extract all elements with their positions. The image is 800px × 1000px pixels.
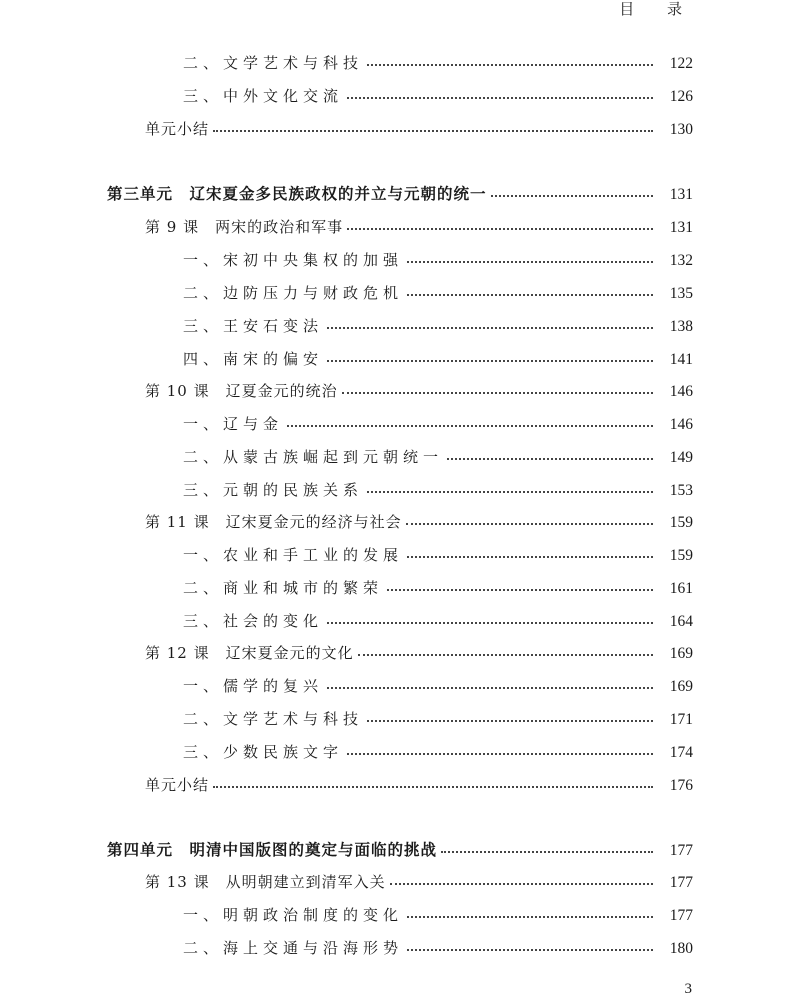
dot-leader bbox=[347, 97, 653, 99]
toc-entry-page: 138 bbox=[669, 318, 693, 335]
dot-leader bbox=[213, 786, 653, 788]
dot-leader bbox=[390, 883, 653, 885]
toc-entry-title: 一、辽与金 bbox=[183, 415, 284, 433]
toc-entry-summary bbox=[0, 113, 800, 139]
toc-entry-title: 三、少数民族文字 bbox=[183, 743, 344, 761]
toc-entry-title: 第 13 课 从明朝建立到清军入关 bbox=[145, 873, 386, 891]
toc-entry-page: 132 bbox=[669, 252, 693, 269]
dot-leader bbox=[407, 556, 653, 558]
dot-leader bbox=[342, 392, 653, 394]
toc-entry-section bbox=[0, 474, 800, 500]
page-number: 3 bbox=[684, 981, 692, 997]
dot-leader bbox=[327, 327, 653, 329]
toc-entry-title: 第 10 课 辽夏金元的统治 bbox=[145, 382, 338, 400]
toc-entry-section bbox=[0, 932, 800, 958]
toc-entry-title: 三、中外文化交流 bbox=[183, 87, 344, 105]
dot-leader bbox=[406, 523, 653, 525]
dot-leader bbox=[447, 458, 653, 460]
toc-entry-page: 141 bbox=[669, 351, 693, 368]
toc-entry-section bbox=[0, 80, 800, 106]
toc-entry-page: 126 bbox=[669, 88, 693, 105]
toc-entry-section bbox=[0, 605, 800, 631]
toc-entry-title: 二、商业和城市的繁荣 bbox=[183, 579, 384, 597]
toc-entry-section bbox=[0, 703, 800, 729]
dot-leader bbox=[367, 720, 653, 722]
toc-entry-title: 第三单元 辽宋夏金多民族政权的并立与元朝的统一 bbox=[107, 184, 487, 203]
toc-entry-page: 174 bbox=[669, 744, 693, 761]
toc-entry-section bbox=[0, 572, 800, 598]
toc-entry-lesson bbox=[0, 506, 800, 532]
dot-leader bbox=[441, 851, 653, 853]
toc-entry-section bbox=[0, 736, 800, 762]
toc-entry-title: 第 11 课 辽宋夏金元的经济与社会 bbox=[145, 513, 402, 531]
toc-entry-page: 177 bbox=[669, 907, 693, 924]
toc-entry-title: 第四单元 明清中国版图的奠定与面临的挑战 bbox=[107, 840, 438, 859]
toc-entry-page: 135 bbox=[669, 285, 693, 302]
toc-entry-title: 三、社会的变化 bbox=[183, 612, 324, 630]
toc-entry-page: 169 bbox=[669, 678, 693, 695]
toc-entry-lesson bbox=[0, 866, 800, 892]
dot-leader bbox=[287, 425, 653, 427]
toc-entry-page: 122 bbox=[669, 55, 693, 72]
toc-entry-title: 一、儒学的复兴 bbox=[183, 677, 324, 695]
dot-leader bbox=[407, 261, 653, 263]
dot-leader bbox=[407, 916, 653, 918]
toc-entry-title: 一、宋初中央集权的加强 bbox=[183, 251, 404, 269]
toc-entry-page: 177 bbox=[669, 842, 693, 859]
toc-entry-lesson bbox=[0, 211, 800, 237]
toc-entry-section bbox=[0, 343, 800, 369]
toc-entry-section bbox=[0, 539, 800, 565]
toc-entry-page: 130 bbox=[669, 121, 693, 138]
toc-entry-title: 二、文学艺术与科技 bbox=[183, 710, 364, 728]
toc-entry-page: 169 bbox=[669, 645, 693, 662]
dot-leader bbox=[407, 294, 653, 296]
toc-entry-page: 159 bbox=[669, 547, 693, 564]
toc-entry-section bbox=[0, 441, 800, 467]
toc-entry-section bbox=[0, 899, 800, 925]
toc-entry-page: 146 bbox=[669, 416, 693, 433]
running-header: 目 录 bbox=[619, 0, 696, 18]
dot-leader bbox=[213, 130, 653, 132]
toc-entry-lesson bbox=[0, 637, 800, 663]
toc-entry-page: 149 bbox=[669, 449, 693, 466]
toc-entry-page: 146 bbox=[669, 383, 693, 400]
toc-entry-title: 二、海上交通与沿海形势 bbox=[183, 939, 404, 957]
dot-leader bbox=[347, 753, 653, 755]
dot-leader bbox=[387, 589, 653, 591]
toc-entry-page: 180 bbox=[669, 940, 693, 957]
dot-leader bbox=[491, 195, 653, 197]
toc-entry-page: 177 bbox=[669, 874, 693, 891]
dot-leader bbox=[407, 949, 653, 951]
toc-entry-title: 二、文学艺术与科技 bbox=[183, 54, 364, 72]
toc-entry-title: 四、南宋的偏安 bbox=[183, 350, 324, 368]
toc-entry-section bbox=[0, 670, 800, 696]
toc-entry-page: 164 bbox=[669, 613, 693, 630]
toc-entry-summary bbox=[0, 769, 800, 795]
toc-entry-section bbox=[0, 310, 800, 336]
dot-leader bbox=[367, 64, 653, 66]
toc-entry-section bbox=[0, 277, 800, 303]
toc-entry-title: 单元小结 bbox=[145, 776, 210, 794]
toc-entry-page: 159 bbox=[669, 514, 693, 531]
dot-leader bbox=[358, 654, 653, 656]
toc-entry-section bbox=[0, 408, 800, 434]
toc-entry-title: 三、王安石变法 bbox=[183, 317, 324, 335]
toc-entry-section bbox=[0, 244, 800, 270]
toc-entry-title: 第 12 课 辽宋夏金元的文化 bbox=[145, 644, 354, 662]
dot-leader bbox=[327, 687, 653, 689]
toc-entry-title: 第 9 课 两宋的政治和军事 bbox=[145, 218, 344, 236]
toc-entry-title: 二、从蒙古族崛起到元朝统一 bbox=[183, 448, 444, 466]
toc-entry-page: 176 bbox=[669, 777, 693, 794]
toc-entry-title: 一、明朝政治制度的变化 bbox=[183, 906, 404, 924]
toc-entry-unit bbox=[0, 834, 800, 860]
dot-leader bbox=[327, 622, 653, 624]
toc-entry-page: 131 bbox=[669, 219, 693, 236]
dot-leader bbox=[347, 228, 653, 230]
toc-entry-title: 一、农业和手工业的发展 bbox=[183, 546, 404, 564]
toc-entry-page: 171 bbox=[669, 711, 693, 728]
toc-entry-title: 单元小结 bbox=[145, 120, 210, 138]
toc-entry-page: 161 bbox=[669, 580, 693, 597]
toc-entry-unit bbox=[0, 178, 800, 204]
dot-leader bbox=[327, 360, 653, 362]
toc-entry-page: 131 bbox=[669, 186, 693, 203]
toc-entry-title: 二、边防压力与财政危机 bbox=[183, 284, 404, 302]
toc-entry-section bbox=[0, 47, 800, 73]
toc-entry-page: 153 bbox=[669, 482, 693, 499]
toc-entry-title: 三、元朝的民族关系 bbox=[183, 481, 364, 499]
toc-entry-lesson bbox=[0, 375, 800, 401]
dot-leader bbox=[367, 491, 653, 493]
